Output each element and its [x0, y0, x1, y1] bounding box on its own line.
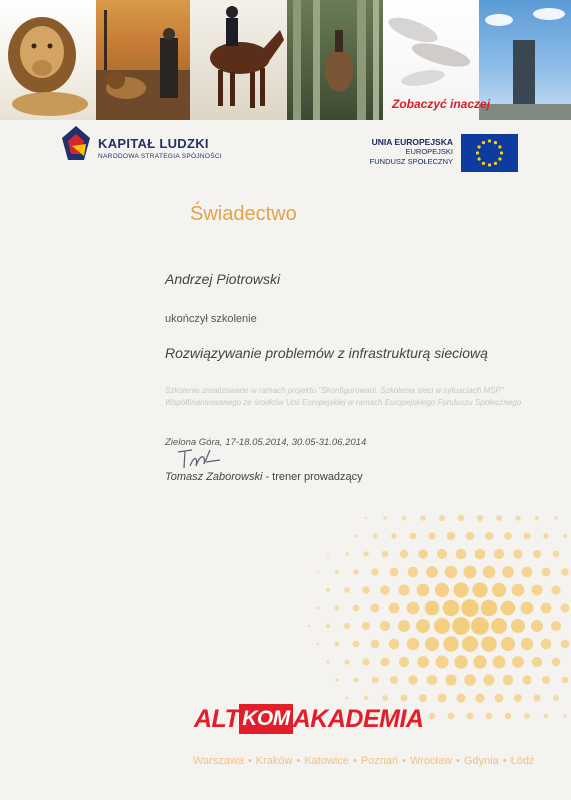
dot [541, 603, 552, 614]
dot [365, 517, 367, 519]
project-note-line-1: Szkolenie zrealizowane w ramach projektu "Skonfigurowani. Szkolenia sieci w sytuacjach MSP" [165, 386, 504, 395]
city-separator: • [502, 755, 507, 767]
dot [563, 714, 566, 717]
dot [326, 588, 330, 592]
dot [344, 659, 349, 664]
horse-rider-image [190, 0, 287, 120]
dot [445, 566, 458, 579]
dot [522, 675, 531, 684]
dot [391, 533, 397, 539]
dot [435, 583, 449, 597]
dot [353, 641, 360, 648]
dot [542, 568, 551, 577]
dot [534, 695, 541, 702]
dot [462, 636, 478, 652]
city-separator: • [402, 755, 407, 767]
dot [542, 676, 550, 684]
dot [372, 677, 379, 684]
dot [416, 619, 430, 633]
dot [458, 515, 464, 521]
dot [496, 515, 502, 521]
eu-line-2: EUROPEJSKI [405, 147, 453, 156]
dot [389, 639, 400, 650]
project-note [165, 385, 525, 409]
dot [402, 516, 407, 521]
eu-line-3: FUNDUSZ SPOŁECZNY [369, 157, 453, 166]
dot [363, 551, 368, 556]
dot [344, 587, 350, 593]
eu-text [370, 137, 453, 167]
trainer-signature [176, 446, 236, 472]
dot [400, 550, 408, 558]
dot [501, 637, 515, 651]
city-lion-image [96, 0, 190, 120]
dot [335, 678, 338, 681]
dot [401, 695, 408, 702]
dot [504, 532, 512, 540]
dot [371, 568, 378, 575]
dot [502, 566, 514, 578]
kapital-ludzki-title: KAPITAŁ LUDZKI [98, 136, 209, 151]
dot [544, 714, 549, 719]
dot [524, 713, 530, 719]
dot [380, 585, 389, 594]
dot [448, 713, 455, 720]
dot [417, 584, 430, 597]
city-name: Katowice [304, 755, 349, 767]
dot [454, 655, 468, 669]
dot [481, 636, 496, 651]
dot [443, 600, 460, 617]
dot [492, 583, 506, 597]
dot [354, 678, 359, 683]
city-name: Warszawa [193, 755, 244, 767]
dot [481, 600, 498, 617]
dot [483, 566, 496, 579]
trainer-role: - trener prowadzący [262, 471, 363, 483]
trainer-name: Tomasz Zaborowski [165, 471, 263, 483]
dot [445, 674, 456, 685]
dot [485, 532, 493, 540]
dot [552, 658, 561, 667]
dot [344, 623, 350, 629]
dot [532, 585, 543, 596]
dot [515, 515, 520, 520]
dot [438, 694, 447, 703]
dot [439, 515, 445, 521]
dot [472, 582, 487, 597]
dot [456, 549, 467, 560]
dot [501, 601, 516, 616]
dot [317, 607, 320, 610]
forest-rider-image [287, 0, 383, 120]
dot [495, 694, 504, 703]
dot [551, 621, 561, 631]
dot [466, 532, 475, 541]
dot [533, 550, 541, 558]
decorative-dots [240, 510, 571, 730]
dot [561, 640, 570, 649]
dot [461, 599, 479, 617]
dot [512, 656, 524, 668]
dot [447, 532, 455, 540]
dot [452, 617, 470, 635]
dot [335, 642, 340, 647]
eu-line-1: UNIA EUROPEJSKA [371, 137, 453, 147]
dot [398, 620, 410, 632]
dot [353, 605, 360, 612]
dot [382, 695, 388, 701]
dot [382, 551, 389, 558]
dot [493, 656, 506, 669]
city-name: Łódź [510, 755, 535, 767]
dot [419, 694, 427, 702]
dot [426, 566, 438, 578]
city-separator: • [247, 755, 252, 767]
dot [408, 675, 417, 684]
dot [453, 582, 468, 597]
dot [464, 566, 477, 579]
dot [524, 533, 531, 540]
dot [425, 601, 440, 616]
tower-sky-image [479, 0, 571, 120]
dot [434, 618, 450, 634]
dot [380, 621, 390, 631]
dot [346, 697, 349, 700]
certificate-title: Świadectwo [190, 203, 297, 225]
dot [437, 549, 447, 559]
dot [420, 515, 425, 520]
dot [561, 568, 568, 575]
dot [475, 693, 484, 702]
dot [464, 674, 476, 686]
dot [371, 604, 380, 613]
dot [491, 618, 507, 634]
kapital-ludzki-subtitle: NARODOWA STRATEGIA SPÓJNOŚCI [98, 153, 222, 160]
dot [531, 620, 543, 632]
logo-part-alt: ALT [194, 704, 240, 733]
dot [407, 638, 419, 650]
dot [553, 695, 559, 701]
dot [381, 658, 390, 667]
dot [503, 675, 514, 686]
dot [521, 638, 533, 650]
dot [505, 713, 511, 719]
dot [543, 533, 549, 539]
dot [335, 570, 339, 574]
city-separator: • [296, 755, 301, 767]
course-title: Rozwiązywanie problemów z infrastrukturą sieciową [165, 345, 488, 361]
dot [363, 659, 370, 666]
dot [425, 637, 439, 651]
dot [362, 622, 370, 630]
dot [467, 713, 474, 720]
lion-image [0, 0, 96, 120]
dot [390, 676, 398, 684]
dot [494, 549, 504, 559]
dot [553, 551, 560, 558]
completion-text: ukończył szkolenie [165, 313, 257, 325]
dot [371, 640, 380, 649]
logo-part-kom: KOM [239, 704, 293, 734]
dot [335, 606, 340, 611]
city-name: Wrocław [410, 755, 452, 767]
dot [475, 549, 486, 560]
dot [456, 693, 465, 702]
dot [521, 602, 534, 615]
dot [326, 660, 329, 663]
dot [373, 534, 378, 539]
dot [399, 657, 409, 667]
dot [362, 586, 370, 594]
dot [390, 568, 399, 577]
dot [514, 694, 522, 702]
altkom-akademia-logo [194, 704, 423, 734]
dot [317, 643, 320, 646]
logo-part-akademia: AKADEMIA [292, 704, 424, 733]
dot [511, 619, 525, 633]
dot [563, 534, 568, 539]
dot [541, 639, 552, 650]
dot [326, 624, 330, 628]
city-name: Kraków [255, 755, 293, 767]
dot [353, 569, 359, 575]
dot [428, 532, 436, 540]
dot [551, 585, 560, 594]
dot [443, 636, 458, 651]
dot [522, 567, 533, 578]
dot [473, 655, 487, 669]
city-name: Gdynia [463, 755, 499, 767]
dot [417, 656, 429, 668]
recipient-name: Andrzej Piotrowski [165, 271, 281, 287]
dot [308, 625, 310, 627]
eu-flag-icon [461, 134, 518, 172]
project-note-line-2: Współfinansowanego ze środków Unii Europejskiej w ramach Europejskiego Funduszu Społecznego [165, 398, 522, 407]
dot [364, 696, 368, 700]
dot [410, 533, 417, 540]
dot [407, 602, 420, 615]
dot [408, 567, 419, 578]
dot [512, 584, 525, 597]
dot [427, 675, 438, 686]
dot [562, 677, 569, 684]
dot [532, 657, 542, 667]
dot [486, 713, 493, 720]
dot [471, 617, 489, 635]
dot [554, 516, 557, 519]
city-separator: • [352, 755, 357, 767]
dot [535, 516, 539, 520]
place-and-dates: Zielona Góra, 17-18.05.2014, 30.05-31.06.2014 [165, 437, 367, 448]
city-list [193, 755, 534, 767]
city-separator: • [456, 755, 460, 767]
dot [317, 571, 319, 573]
kapital-ludzki-icon [62, 126, 90, 160]
dot [429, 713, 435, 719]
dot [477, 515, 483, 521]
slogan: Zobaczyć inaczej [392, 97, 491, 111]
dot [389, 603, 400, 614]
dot [483, 674, 494, 685]
dot [327, 553, 329, 555]
dot [398, 584, 409, 595]
dot [418, 549, 427, 558]
trainer-line [165, 471, 363, 483]
dot [345, 552, 349, 556]
dot [513, 549, 522, 558]
city-name: Poznań [360, 755, 399, 767]
dot [561, 604, 570, 613]
dot [354, 534, 357, 537]
dot [436, 656, 449, 669]
dot [383, 516, 386, 519]
